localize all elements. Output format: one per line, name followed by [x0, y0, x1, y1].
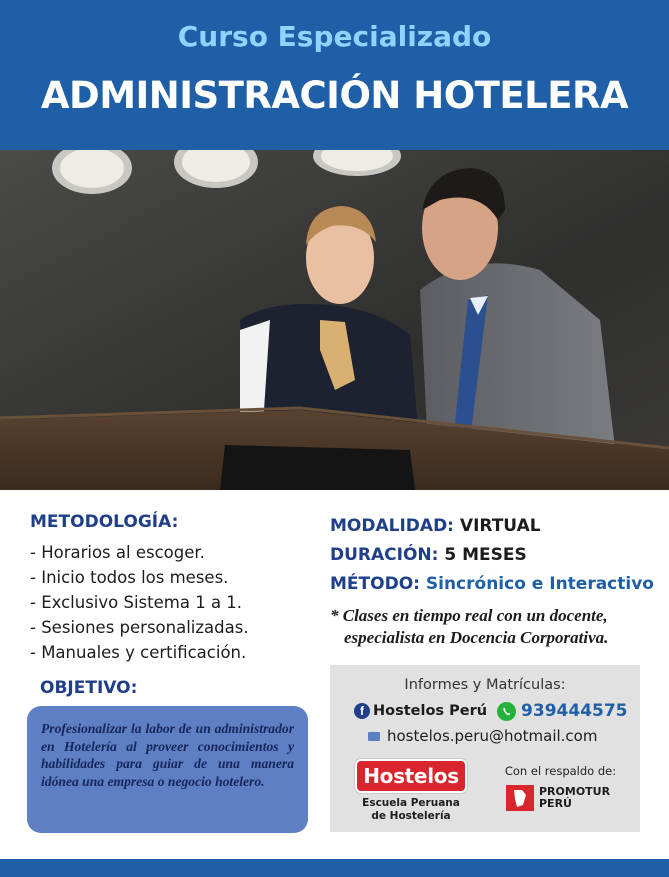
- list-item: - Horarios al escoger.: [30, 543, 205, 562]
- hotel-reception-photo: [0, 150, 669, 490]
- footer-bar: [0, 859, 669, 877]
- metodo-line: [330, 570, 660, 599]
- modalidad-line: [330, 512, 660, 541]
- email-row: [368, 727, 597, 745]
- contact-box: [330, 665, 640, 832]
- metodo-value: Sincrónico e Interactivo: [425, 574, 654, 594]
- metodologia-label: METODOLOGÍA:: [30, 512, 179, 532]
- objetivo-box: [27, 706, 308, 833]
- hostelos-logo: Hostelos: [355, 759, 467, 793]
- list-item: - Manuales y certificación.: [30, 643, 247, 662]
- header-banner: [0, 0, 669, 150]
- hostelos-tagline-line1: Escuela Peruana: [362, 797, 460, 809]
- hostelos-tagline-line2: de Hostelería: [371, 810, 451, 822]
- duracion-label: DURACIÓN:: [330, 545, 439, 565]
- hostelos-tagline: [355, 797, 467, 823]
- promotur-logo: [506, 785, 619, 811]
- whatsapp-icon: [497, 702, 516, 721]
- course-details: [330, 512, 660, 649]
- social-row: [354, 701, 628, 721]
- promotur-name: [539, 786, 619, 810]
- respaldo-text: Con el respaldo de:: [504, 764, 617, 778]
- promotur-line1: PROMOTUR: [539, 785, 611, 798]
- clases-note: [330, 605, 660, 649]
- promotur-line2: PERÚ: [539, 797, 572, 810]
- modalidad-label: MODALIDAD:: [330, 516, 454, 536]
- modalidad-value: VIRTUAL: [459, 516, 541, 536]
- duracion-line: [330, 541, 660, 570]
- metodologia-list: [30, 540, 320, 665]
- facebook-icon: f: [354, 703, 370, 719]
- mail-icon: [368, 732, 380, 741]
- contact-title: Informes y Matrículas:: [404, 677, 566, 693]
- note-line-2: especialista en Docencia Corporativa.: [344, 628, 609, 647]
- list-item: - Sesiones personalizadas.: [30, 618, 249, 637]
- objetivo-text: Profesionalizar la labor de un administrador en Hotelería al proveer conocimientos y habilidades para guiar de una manera idónea una empresa o negocio hotelero.: [41, 721, 294, 789]
- list-item: - Inicio todos los meses.: [30, 568, 229, 587]
- list-item: - Exclusivo Sistema 1 a 1.: [30, 593, 243, 612]
- duracion-value: 5 MESES: [444, 545, 527, 565]
- metodo-label: MÉTODO:: [330, 574, 420, 594]
- facebook-link[interactable]: Hostelos Perú: [373, 703, 488, 719]
- course-title: ADMINISTRACIÓN HOTELERA: [40, 74, 629, 117]
- note-line-1: * Clases en tiempo real con un docente,: [330, 606, 608, 625]
- email-link[interactable]: hostelos.peru@hotmail.com: [387, 727, 598, 745]
- promotur-emblem-icon: [506, 785, 534, 811]
- metodologia-section: [30, 512, 320, 665]
- course-subtitle: Curso Especializado: [177, 20, 492, 53]
- objetivo-label: OBJETIVO:: [40, 678, 138, 698]
- phone-number[interactable]: 939444575: [521, 701, 628, 721]
